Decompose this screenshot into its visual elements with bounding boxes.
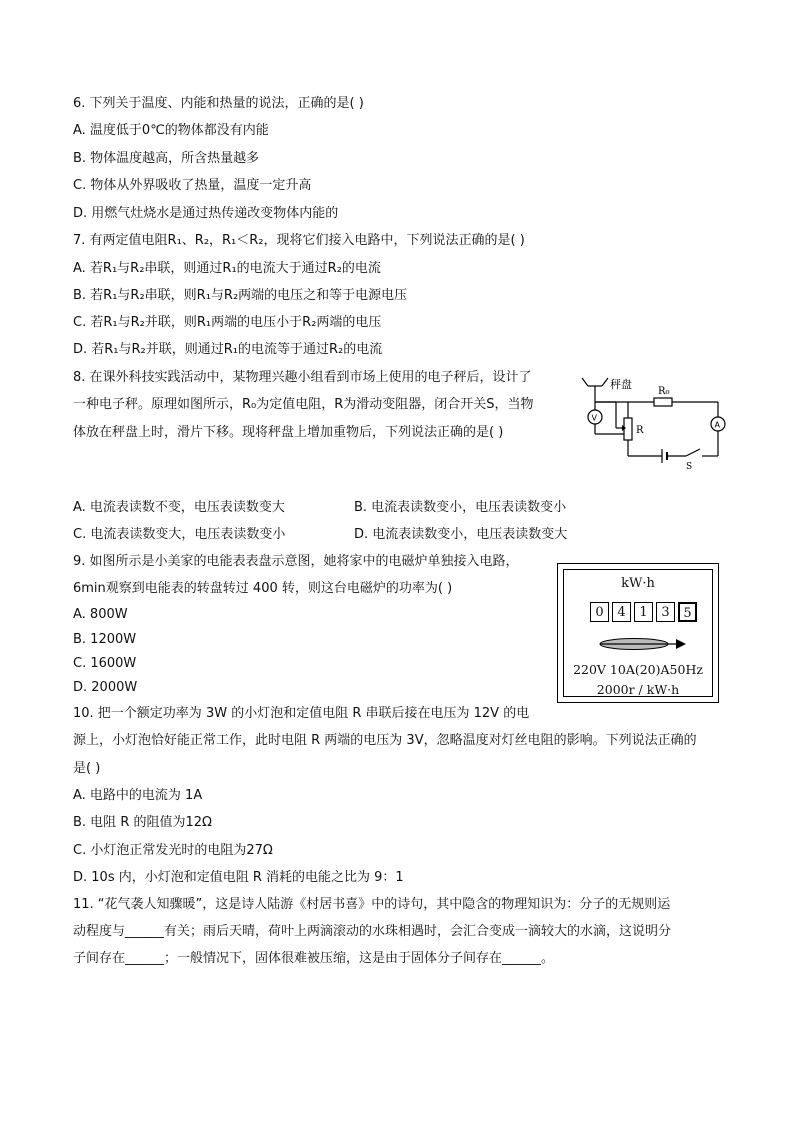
q9-option-b: B. 1200W: [73, 632, 137, 647]
meter-digit-decimal: 5: [678, 602, 697, 622]
q11-line2: 动程度与______有关；雨后天晴，荷叶上两滴滚动的水珠相遇时，会汇合变成一滴较大的水滴，这说明分: [73, 924, 672, 939]
q9-stem-line1: 9. 如图所示是小美家的电能表表盘示意图，她将家中的电磁炉单独接入电路，: [73, 554, 519, 569]
q11-line3: 子间存在______；一般情况下，固体很难被压缩，这是由于固体分子间存在______。: [73, 951, 555, 966]
q8-option-a: A. 电流表读数不变，电压表读数变大: [73, 500, 285, 515]
q10-stem-line2: 源上，小灯泡恰好能正常工作，此时电阻 R 两端的电压为 3V，忽略温度对灯丝电阻的影响。下列说法正确的: [73, 733, 697, 748]
rotating-disc-icon: [594, 636, 690, 652]
meter-digit: 0: [590, 602, 609, 622]
meter-reading: [590, 602, 700, 622]
q10-option-d: D. 10s 内，小灯泡和定值电阻 R 消耗的电能之比为 9：1: [73, 870, 404, 885]
q8-stem-line3: 体放在秤盘上时，滑片下移。现将秤盘上增加重物后，下列说法正确的是( ): [73, 425, 504, 440]
meter-constant: 2000r / kW·h: [596, 682, 680, 697]
meter-digit: 4: [612, 602, 631, 622]
q6-stem: 6. 下列关于温度、内能和热量的说法，正确的是( ): [73, 96, 364, 111]
q8-stem-line2: 一种电子秤。原理如图所示，R₀为定值电阻，R为滑动变阻器，闭合开关S，当物: [73, 397, 534, 412]
meter-rating: 220V 10A(20)A50Hz: [573, 662, 703, 677]
r-label: R: [636, 425, 644, 436]
q9-option-a: A. 800W: [73, 607, 128, 622]
ammeter-icon: A: [714, 420, 720, 430]
q8-option-b: B. 电流表读数变小，电压表读数变小: [354, 500, 567, 515]
q9-option-c: C. 1600W: [73, 656, 137, 671]
q7-stem: 7. 有两定值电阻R₁、R₂，R₁＜R₂，现将它们接入电路中，下列说法正确的是( ): [73, 233, 525, 248]
q10-option-b: B. 电阻 R 的阻值为12Ω: [73, 815, 212, 830]
q6-option-b: B. 物体温度越高，所含热量越多: [73, 151, 260, 166]
q8-stem-line1: 8. 在课外科技实践活动中，某物理兴趣小组看到市场上使用的电子秤后，设计了: [73, 370, 532, 385]
pan-label: 秤盘: [610, 378, 632, 391]
q8-option-c: C. 电流表读数变大，电压表读数变小: [73, 527, 286, 542]
q11-line1: 11. “花气袭人知骤暖”，这是诗人陆游《村居书喜》中的诗句，其中隐含的物理知识为：分子的无规则运: [73, 897, 671, 912]
q10-stem-line1: 10. 把一个额定功率为 3W 的小灯泡和定值电阻 R 串联后接在电压为 12V 的电: [73, 706, 530, 721]
circuit-diagram: [578, 372, 726, 470]
meter-digit: 1: [634, 602, 653, 622]
q9-stem-line2: 6min观察到电能表的转盘转过 400 转，则这台电磁炉的功率为( ): [73, 581, 453, 596]
q6-option-a: A. 温度低于0℃的物体都没有内能: [73, 123, 269, 138]
q7-option-d: D. 若R₁与R₂并联，则通过R₁的电流等于通过R₂的电流: [73, 342, 383, 357]
energy-meter: [557, 563, 719, 703]
q10-option-c: C. 小灯泡正常发光时的电阻为27Ω: [73, 843, 273, 858]
q6-option-d: D. 用燃气灶烧水是通过热传递改变物体内能的: [73, 206, 339, 221]
q9-option-d: D. 2000W: [73, 680, 138, 695]
r0-label: R₀: [658, 386, 670, 397]
switch-label: S: [686, 462, 693, 470]
q8-option-d: D. 电流表读数变小，电压表读数变大: [354, 527, 568, 542]
q7-option-b: B. 若R₁与R₂串联，则R₁与R₂两端的电压之和等于电源电压: [73, 288, 408, 303]
meter-digit: 3: [656, 602, 675, 622]
voltmeter-icon: V: [591, 413, 597, 423]
meter-unit: kW·h: [621, 576, 655, 591]
q7-option-c: C. 若R₁与R₂并联，则R₁两端的电压小于R₂两端的电压: [73, 315, 382, 330]
q6-option-c: C. 物体从外界吸收了热量，温度一定升高: [73, 178, 312, 193]
q7-option-a: A. 若R₁与R₂串联，则通过R₁的电流大于通过R₂的电流: [73, 261, 381, 276]
q10-option-a: A. 电路中的电流为 1A: [73, 788, 203, 803]
q10-stem-line3: 是( ): [73, 761, 101, 776]
